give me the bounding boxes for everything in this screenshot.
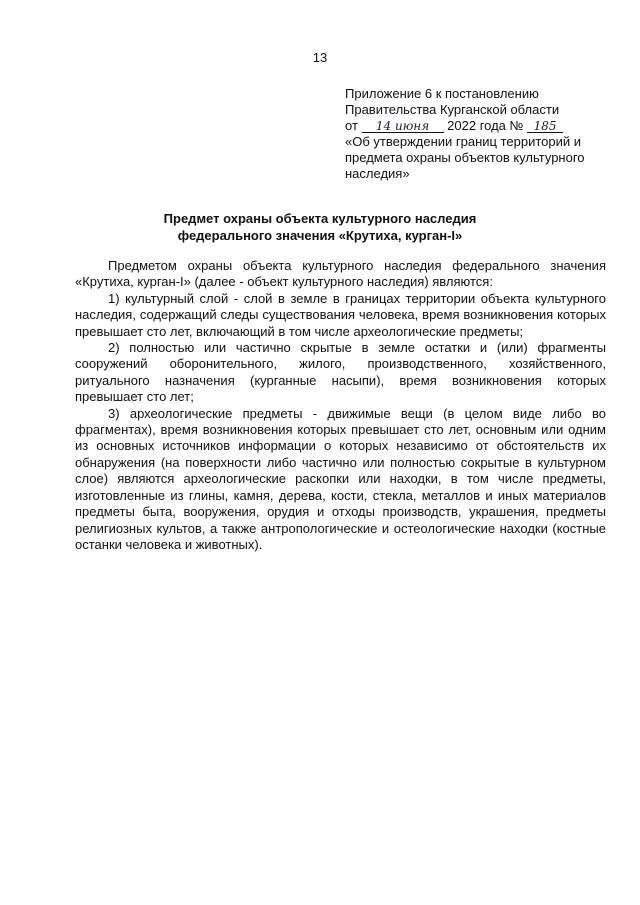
- body-paragraph-intro: Предметом охраны объекта культурного наследия федерального значения «Крутиха, курган-I» (далее - объект культурного наследия) являются:: [75, 258, 606, 290]
- appendix-line-5: предмета охраны объектов культурного: [345, 150, 585, 165]
- appendix-date-line: [345, 118, 615, 134]
- appendix-line-2: Правительства Курганской области: [345, 102, 560, 117]
- body-paragraph-item-2: 2) полностью или частично скрытые в земле остатки и (или) фрагменты сооружений оборонительного, жилого, производственного, хозяйственного, ритуального назначения (курганные насыпи), время возникновения которых превышает сто лет;: [75, 340, 606, 405]
- appendix-year-text: 2022 года №: [447, 118, 524, 133]
- handwritten-date: 14 июня: [362, 120, 444, 133]
- appendix-from-prefix: от: [345, 118, 358, 133]
- title-line-2: федерального значения «Крутиха, курган-I»: [177, 228, 463, 243]
- title-line-1: Предмет охраны объекта культурного наследия: [163, 211, 477, 226]
- page-number: 13: [312, 50, 328, 65]
- appendix-line-6: наследия»: [345, 166, 410, 181]
- handwritten-number: 185: [527, 120, 563, 133]
- document-body: [75, 258, 606, 553]
- body-paragraph-item-1: 1) культурный слой - слой в земле в границах территории объекта культурного наследия, содержащий следы существования человека, время возникновения которых превышает сто лет, включающий в том числе археологические предметы;: [75, 290, 606, 339]
- body-paragraph-item-3: 3) археологические предметы - движимые вещи (в целом виде либо во фрагментах), время возникновения которых превышает сто лет, основным или одним из основных источников информации о которых независимо от обстоятельств их обнаружения (на поверхности либо частично или полностью сокрытые в культурном слое) являются археологические раскопки или находки, в том числе предметы, изготовленные из глины, камня, дерева, кости, стекла, металлов и иных материалов предметы быта, вооружения, орудия и отходы производств, украшения, предметы религиозных культов, а также антропологические и остеологические находки (костные останки человека и животных).: [75, 405, 606, 552]
- appendix-line-4: «Об утверждении границ территорий и: [345, 134, 582, 149]
- appendix-header: [345, 86, 615, 182]
- document-title: [60, 210, 580, 244]
- appendix-line-1: Приложение 6 к постановлению: [345, 86, 539, 101]
